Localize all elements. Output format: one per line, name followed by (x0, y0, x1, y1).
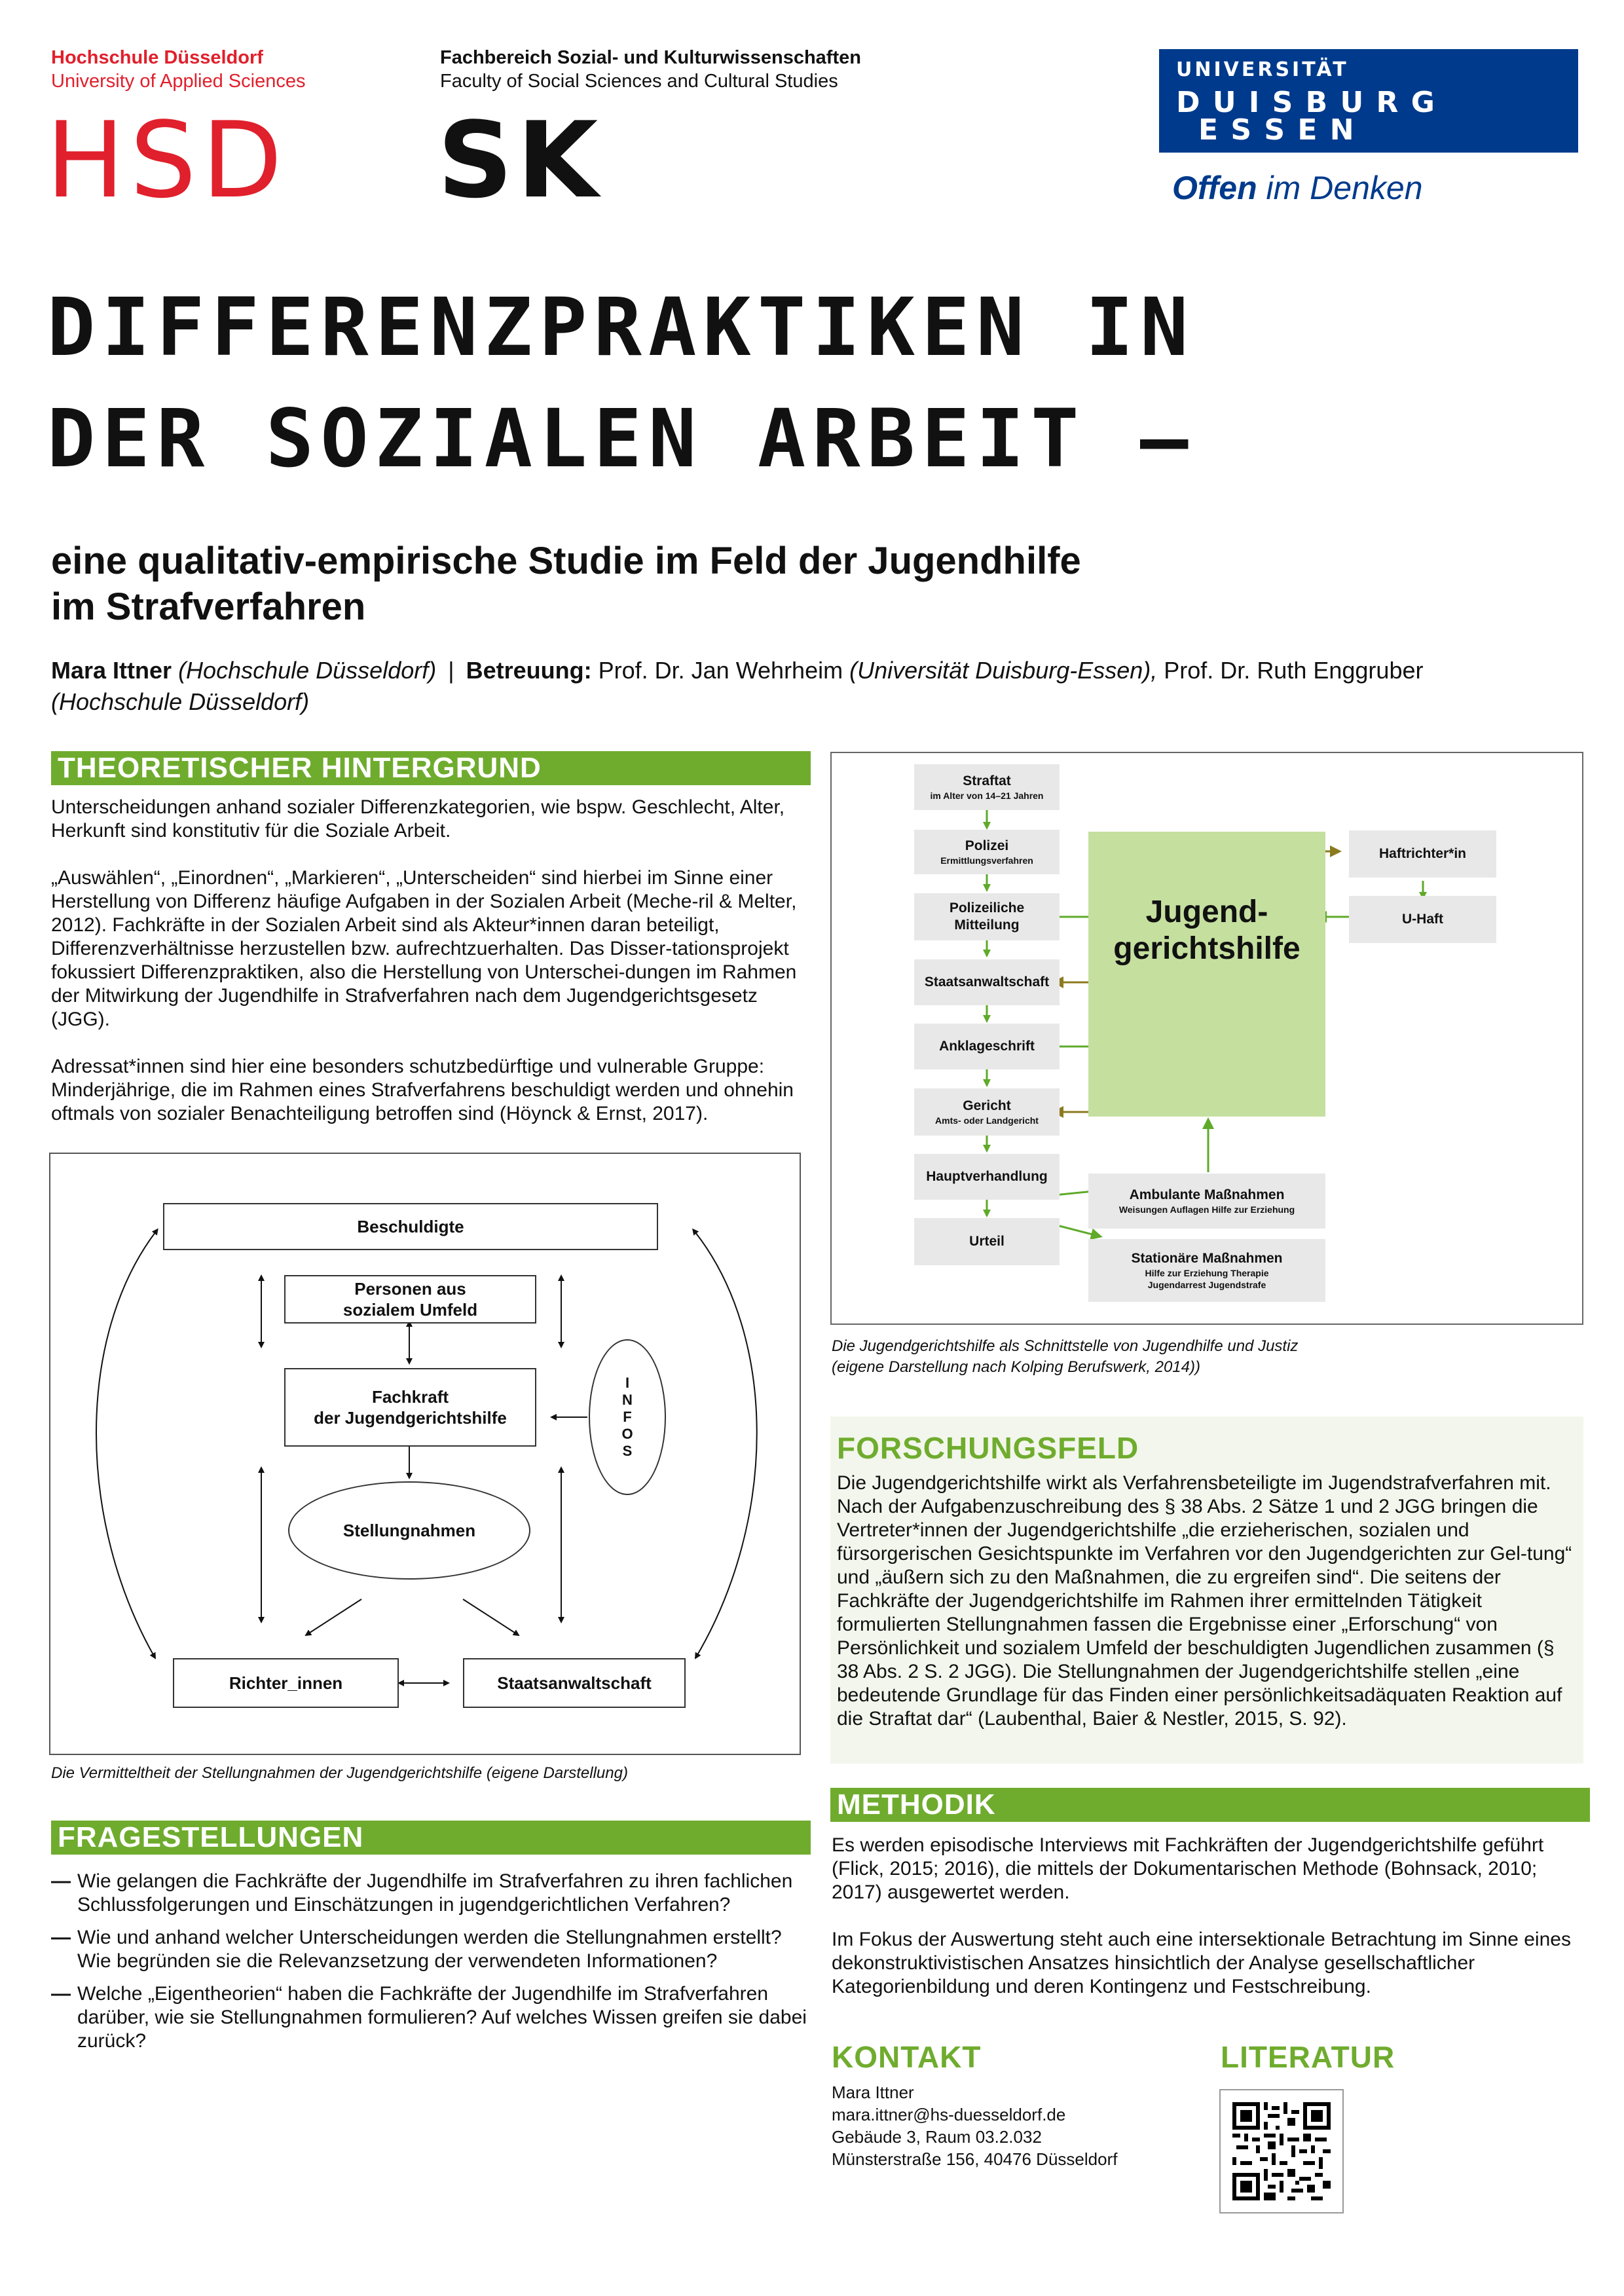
ude-tagline (1172, 169, 1423, 207)
box-personen-line1: Personen aus (354, 1279, 466, 1299)
infos-letter: O (621, 1426, 633, 1442)
poster-title-line2: DER SOZIALEN ARBEIT – (47, 392, 1195, 485)
supervisor-1-affiliation: (Universität Duisburg-Essen), (849, 657, 1158, 684)
questions-list (51, 1870, 811, 2062)
method-heading: METHODIK (830, 1788, 1590, 1822)
question-dash: — (51, 1983, 71, 2005)
theory-paragraph-3: Adressat*innen sind hier eine besonders schutzbedürftige und vulnerable Gruppe: Minderjährige, die im Rahmen eines Strafverfahrens beschuldigt werden und ohnehin oftmals von sozialer Benachteiligung betroffen sind (Höynck & Ernst, 2017). (51, 1056, 794, 1124)
author-separator: | (448, 657, 454, 684)
hsd-name: Hochschule Düsseldorf (51, 47, 263, 68)
flow-polizeiliche-mitteilung (914, 893, 1060, 940)
subtitle-line2: im Strafverfahren (51, 585, 366, 628)
question-item (51, 1870, 811, 1917)
flow-urteil: Urteil (914, 1218, 1060, 1265)
qr-code-graphic (1232, 2102, 1331, 2200)
supervisor-2-affiliation: (Hochschule Düsseldorf) (51, 688, 310, 715)
infos-letter: S (622, 1443, 633, 1459)
flow-polizei (914, 830, 1060, 874)
infos-letter: F (623, 1409, 632, 1425)
contact-heading: KONTAKT (832, 2040, 982, 2074)
flow-u-haft: U-Haft (1349, 896, 1496, 943)
supervisor-1: Prof. Dr. Jan Wehrheim (598, 657, 843, 684)
box-fachkraft-line1: Fachkraft (371, 1387, 449, 1407)
box-fachkraft (284, 1368, 536, 1447)
flow-stationaere-label: Stationäre Maßnahmen (1131, 1251, 1283, 1266)
theory-heading: THEORETISCHER HINTERGRUND (51, 751, 811, 785)
question-item (51, 1982, 811, 2053)
supervision-label: Betreuung: (466, 657, 592, 684)
jgh-diagram-caption (832, 1336, 1298, 1378)
flow-stationaere-sub2: Jugendarrest Jugendstrafe (1147, 1280, 1266, 1290)
theory-body (51, 796, 811, 1126)
infos-letter: N (622, 1392, 633, 1408)
contact-email[interactable]: mara.ittner@hs-duesseldorf.de (832, 2105, 1066, 2124)
contact-name: Mara Ittner (832, 2083, 914, 2102)
mediation-diagram-caption: Die Vermitteltheit der Stellungnahmen der Jugendgerichtshilfe (eigene Darstellung) (51, 1764, 628, 1782)
hsd-subtitle: University of Applied Sciences (51, 71, 306, 92)
authors (51, 655, 1570, 718)
jgh-caption-line2: (eigene Darstellung nach Kolping Berufswerk, 2014)) (832, 1358, 1200, 1376)
author-affiliation: (Hochschule Düsseldorf) (178, 657, 437, 684)
method-body (832, 1834, 1585, 1999)
ude-tagline-rest: im Denken (1257, 170, 1423, 206)
flow-straftat-sub: im Alter von 14–21 Jahren (930, 790, 1044, 801)
flow-gericht-sub: Amts- oder Landgericht (935, 1115, 1039, 1126)
flow-stationaere-sub1: Hilfe zur Erziehung Therapie (1145, 1268, 1269, 1278)
flow-ambulante-label: Ambulante Maßnahmen (1129, 1187, 1285, 1202)
literature-heading: LITERATUR (1221, 2040, 1395, 2074)
ude-line2: D U I S B U R G (1176, 86, 1436, 119)
theory-paragraph-2: „Auswählen“, „Einordnen“, „Markieren“, „Unterscheiden“ sind hierbei im Sinne einer Herstellung von Differenz häufige Aufgaben in der Sozialen Arbeit (Meche-ril & Melter, 2012). Fachkräfte in der Sozialen Arbeit sind als Akteur*innen daran beteiligt, Differenzverhältnisse herzustellen bzw. aufrechtzuerhalten. Das Disser-tationsprojekt fokussiert Differenzpraktiken, also die Herstellung von Unterschei-dungen im Rahmen der Mitwirkung der Jugendhilfe in Strafverfahren nach dem Jugendgerichtsgesetz (JGG). (51, 867, 797, 1030)
mediation-diagram (49, 1153, 801, 1755)
author-name: Mara Ittner (51, 657, 172, 684)
flow-ambulante-sub: Weisungen Auflagen Hilfe zur Erziehung (1118, 1204, 1295, 1215)
qr-code-icon[interactable] (1219, 2089, 1344, 2213)
jgh-line2: gerichtshilfe (1113, 931, 1301, 966)
faculty-subtitle: Faculty of Social Sciences and Cultural Studies (440, 71, 838, 92)
flow-gericht (914, 1088, 1060, 1136)
question-text: Wie gelangen die Fachkräfte der Jugendhilfe im Strafverfahren zu ihren fachlichen Schlussfolgerungen und Einschätzungen in jugendgerichtlichen Verfahren? (77, 1870, 793, 1916)
questions-heading: FRAGESTELLUNGEN (51, 1821, 811, 1855)
infos-letter: I (625, 1375, 630, 1391)
flow-polizei-label: Polizei (965, 838, 1009, 853)
box-richter: Richter_innen (173, 1658, 399, 1708)
field-heading: FORSCHUNGSFELD (837, 1431, 1139, 1465)
flow-polizei-sub: Ermittlungsverfahren (940, 855, 1033, 866)
stellungnahmen-ellipse: Stellungnahmen (288, 1481, 530, 1580)
faculty-name: Fachbereich Sozial- und Kulturwissenschaften (440, 47, 861, 68)
poster-title-line1: DIFFERENZPRAKTIKEN IN (47, 281, 1195, 374)
ude-logo (1159, 49, 1578, 153)
method-paragraph-2: Im Fokus der Auswertung steht auch eine intersektionale Betrachtung im Sinne eines dekonstruktivistischen Ansatzes hinsichtlich der Analyse gesellschaftlicher Kategorienbildung und deren Kontingenz und Festschreibung. (832, 1929, 1571, 1997)
supervisor-2: Prof. Dr. Ruth Enggruber (1164, 657, 1424, 684)
flow-straftat-label: Straftat (963, 773, 1011, 788)
flow-straftat (914, 764, 1060, 810)
jgh-caption-line1: Die Jugendgerichtshilfe als Schnittstelle von Jugendhilfe und Justiz (832, 1337, 1299, 1355)
contact-room: Gebäude 3, Raum 03.2.032 (832, 2127, 1042, 2147)
flow-pol-mit-line1: Polizeiliche (949, 900, 1025, 916)
box-staatsanwaltschaft: Staatsanwaltschaft (463, 1658, 686, 1708)
jugendgerichtshilfe-box (1088, 832, 1325, 1117)
sk-logo: SK (437, 99, 602, 221)
contact-address: Münsterstraße 156, 40476 Düsseldorf (832, 2149, 1118, 2169)
box-fachkraft-line2: der Jugendgerichtshilfe (314, 1408, 507, 1428)
flow-anklageschrift: Anklageschrift (914, 1024, 1060, 1069)
field-section (830, 1416, 1583, 1764)
ude-line1: UNIVERSITÄT (1176, 58, 1349, 81)
hsd-logo: HSD (46, 99, 288, 221)
subtitle-line1: eine qualitativ-empirische Studie im Feld der Jugendhilfe (51, 540, 1081, 582)
question-dash: — (51, 1870, 71, 1892)
box-personen-umfeld (284, 1275, 536, 1324)
ude-line3: E S S E N (1198, 113, 1356, 147)
question-item (51, 1926, 811, 1973)
contact-details (832, 2081, 1117, 2170)
ude-tagline-bold: Offen (1172, 170, 1257, 206)
flow-staatsanwaltschaft: Staatsanwaltschaft (914, 959, 1060, 1005)
question-text: Welche „Eigentheorien“ haben die Fachkräfte der Jugendhilfe im Strafverfahren darüber, wie sie Stellungnahmen formulieren? Auf welches Wissen greifen sie dabei zurück? (77, 1983, 807, 2052)
infos-ellipse (589, 1339, 666, 1495)
question-text: Wie und anhand welcher Unterscheidungen werden die Stellungnahmen erstellt? Wie begründen sie die Relevanzsetzung der verwendeten Informationen? (77, 1927, 782, 1972)
box-beschuldigte: Beschuldigte (163, 1203, 658, 1250)
box-personen-line2: sozialem Umfeld (342, 1300, 478, 1320)
flow-haftrichter: Haftrichter*in (1349, 830, 1496, 878)
field-text: Die Jugendgerichtshilfe wirkt als Verfahrensbeteiligte im Jugendstrafverfahren mit. Nach der Aufgabenzuschreibung des § 38 Abs. 2 Sätze 1 und 2 JGG bringen die Vertreter*innen der Jugendgerichtshilfe „die erzieherischen, sozialen und fürsorgerischen Gesichtspunkte im Verfahren vor den Jugendgerichten zur Gel-tung“ und „äußern sich zu den Maßnahmen, die zu ergreifen sind“. Die seitens der Fachkräfte der Jugendgerichtshilfe im Rahmen ihrer ermittelnden Tätigkeit formulierten Stellungnahmen fassen die Ergebnisse einer „Erforschung“ von Persönlichkeit und sozialem Umfeld der beschuldigten Jugendlichen zusammen (§ 38 Abs. 2 S. 2 JGG). Die Stellungnahmen der Jugendgerichtshilfe stellen „eine bedeutende Grundlage für das Finden einer persönlichkeitsadäquaten Reaktion auf die Straftat dar“ (Laubenthal, Baier & Nestler, 2015, S. 92). (837, 1472, 1572, 1730)
flow-stationaere-massnahmen (1088, 1239, 1325, 1302)
theory-paragraph-1: Unterscheidungen anhand sozialer Differenzkategorien, wie bspw. Geschlecht, Alter, Herkunft sind konstitutiv für die Soziale Arbeit. (51, 796, 785, 842)
jgh-line1: Jugend- (1145, 895, 1268, 929)
flow-hauptverhandlung: Hauptverhandlung (914, 1154, 1060, 1200)
flow-gericht-label: Gericht (963, 1098, 1011, 1113)
question-dash: — (51, 1927, 71, 1948)
flow-ambulante-massnahmen (1088, 1174, 1325, 1229)
method-paragraph-1: Es werden episodische Interviews mit Fachkräften der Jugendgerichtshilfe geführt (Flick, 2015; 2016), die mittels der Dokumentarischen Methode (Bohnsack, 2010; 2017) ausgewertet werden. (832, 1834, 1544, 1903)
flow-pol-mit-line2: Mitteilung (954, 917, 1020, 933)
jgh-flow-diagram (830, 752, 1583, 1325)
